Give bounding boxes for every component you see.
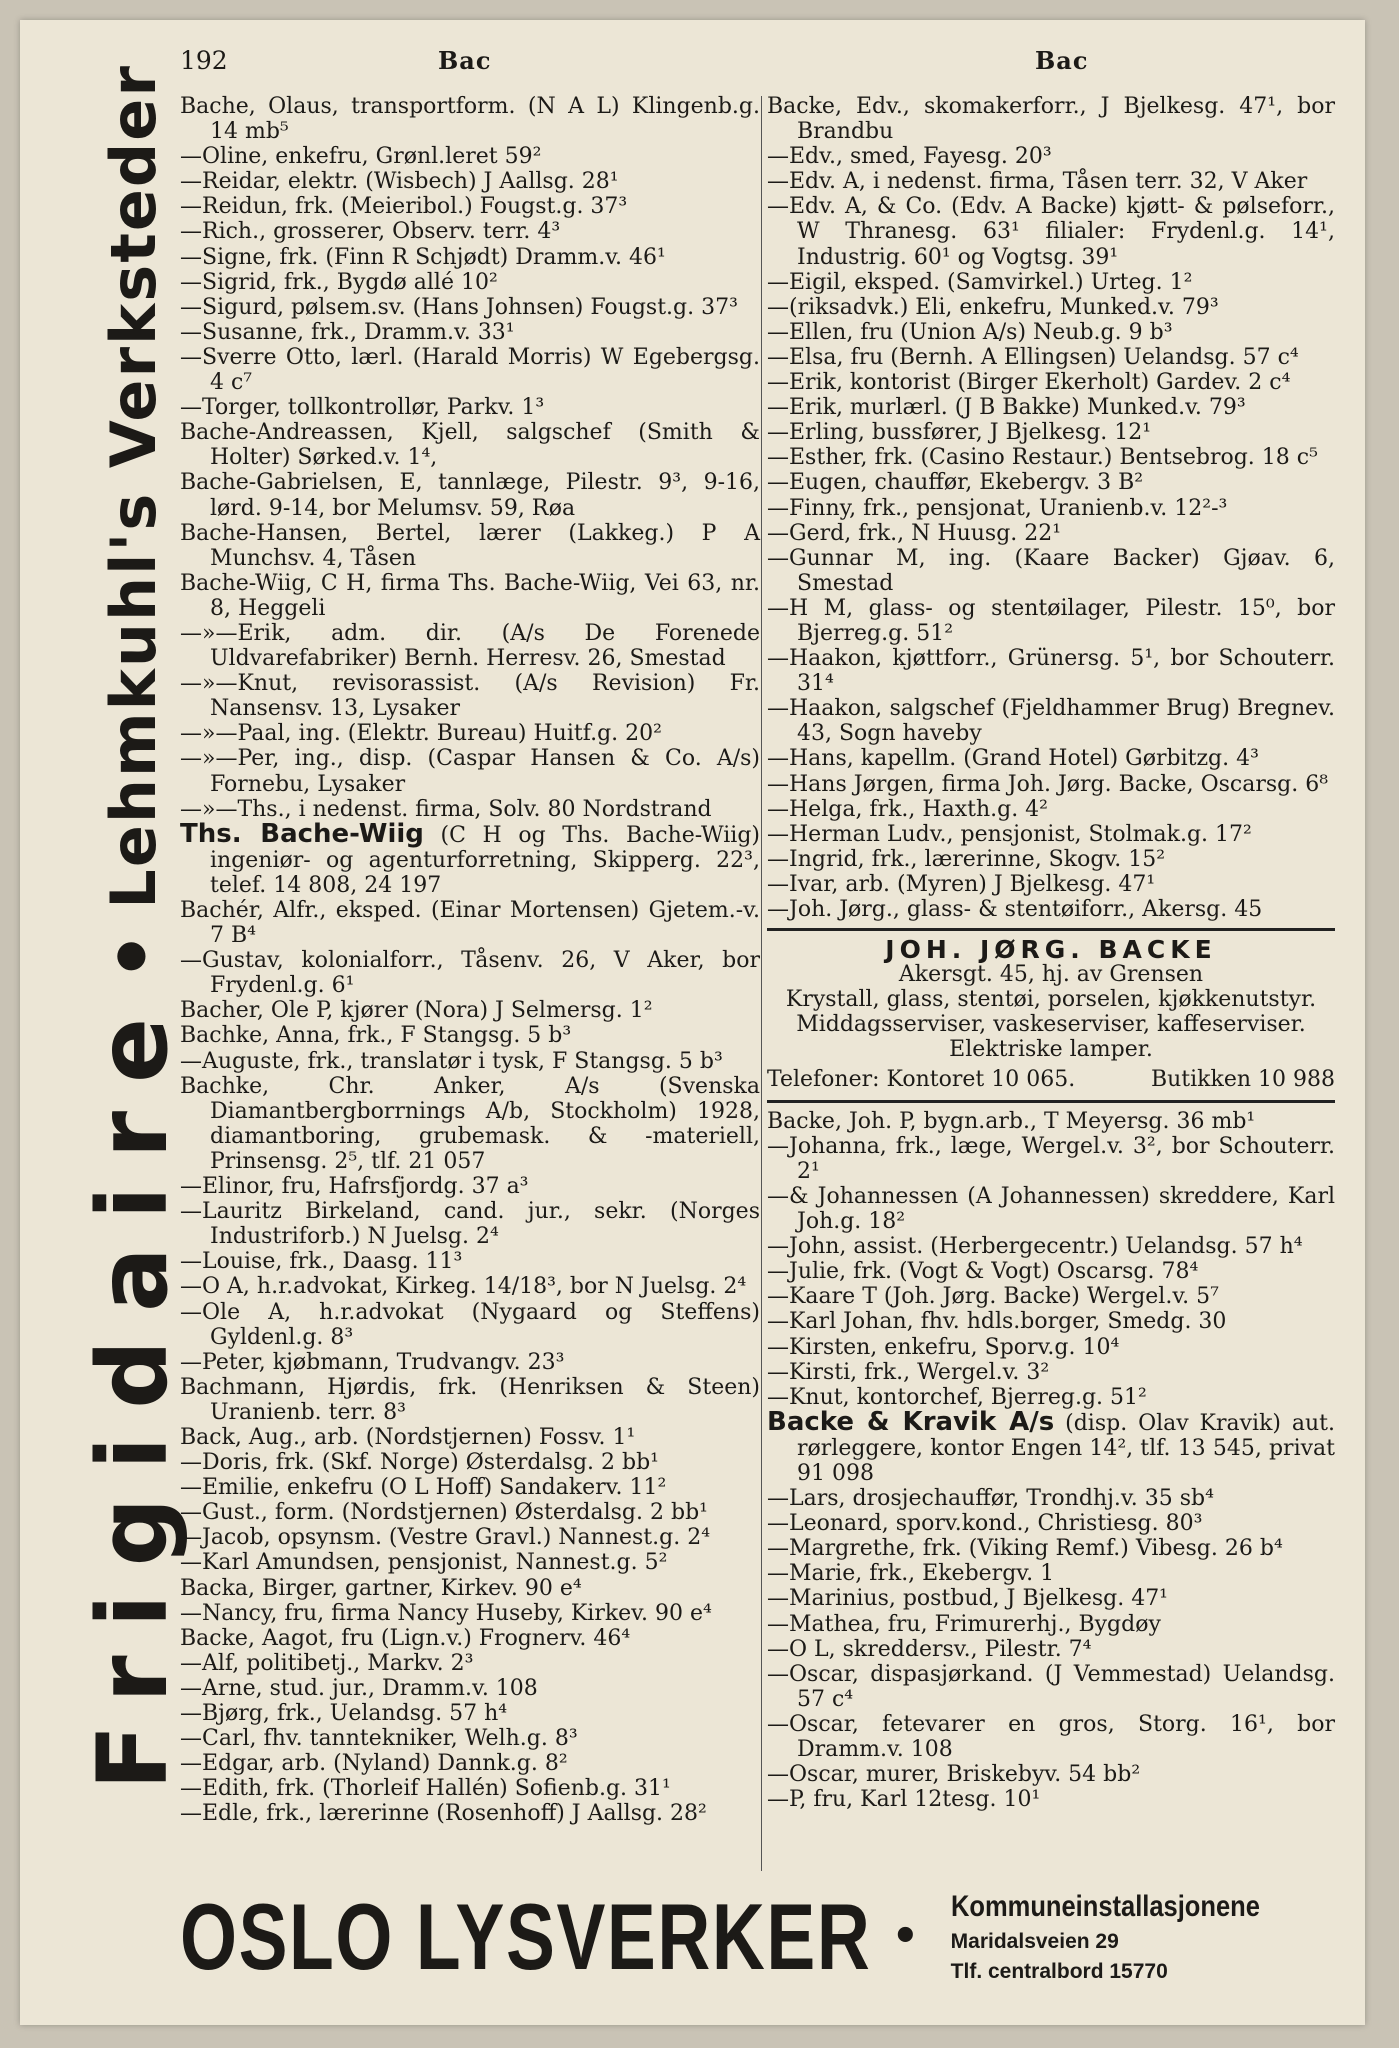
entry-text: —Esther, frk. (Casino Restaur.) Bentsebrog. 18 c⁵ [767, 445, 1318, 471]
directory-entry [767, 847, 1335, 872]
directory-entry [767, 1309, 1335, 1334]
directory-entry [180, 1776, 760, 1801]
entry-text: —Signe, frk. (Finn R Schjødt) Dramm.v. 46¹ [180, 244, 666, 270]
directory-entry [180, 144, 760, 169]
directory-entry [767, 1612, 1335, 1637]
entry-text: —Oscar, murer, Briskebyv. 54 bb² [767, 1762, 1141, 1788]
directory-entry [767, 1561, 1335, 1586]
directory-entry [180, 345, 760, 395]
directory-entry [767, 546, 1335, 596]
box-ad-phones [767, 1067, 1335, 1092]
page-number: 192 [180, 46, 228, 75]
entry-text: —Edv. A, i nedenst. firma, Tåsen terr. 32, V Aker [767, 169, 1308, 195]
entry-text: —Gunnar M, ing. (Kaare Backer) Gjøav. 6, Smestad [767, 545, 1335, 596]
directory-entry [767, 320, 1335, 345]
directory-entry [767, 646, 1335, 696]
directory-entry [767, 696, 1335, 746]
entry-text: —Edgar, arb. (Nyland) Dannk.g. 8² [180, 1751, 568, 1777]
right-column-top-entries [767, 94, 1335, 922]
directory-entry [180, 1751, 760, 1776]
directory-entry [180, 320, 760, 345]
entry-text: —Jacob, opsynsm. (Vestre Gravl.) Nannest.g. 2⁴ [180, 1525, 711, 1551]
entry-text: —Louise, frk., Daasg. 11³ [180, 1249, 463, 1275]
directory-entry [767, 897, 1335, 922]
entry-text: —Elinor, fru, Hafrsfjordg. 37 a³ [180, 1174, 529, 1200]
entry-text: —H M, glass- og stentøilager, Pilestr. 15⁰, bor Bjerreg.g. 51² [767, 595, 1335, 646]
entry-text: —Emilie, enkefru (O L Hoff) Sandakerv. 11² [180, 1475, 667, 1501]
directory-entry [767, 169, 1335, 194]
entry-text: —Knut, kontorchef, Bjerreg.g. 51² [767, 1384, 1147, 1410]
directory-entry [767, 1511, 1335, 1536]
directory-entry [180, 1651, 760, 1676]
entry-text: —Oscar, fetevarer en gros, Storg. 16¹, bor Dramm.v. 108 [767, 1711, 1335, 1762]
entry-text: —Auguste, frk., translatør i tysk, F Stangsg. 5 b³ [180, 1048, 723, 1074]
bottom-advertisement [180, 1878, 1340, 1996]
entry-text: Backa, Birger, gartner, Kirkev. 90 e⁴ [180, 1575, 582, 1601]
side-ad-brand: Frigidaire [77, 989, 189, 1790]
directory-entry [767, 420, 1335, 445]
entry-text: Bache-Hansen, Bertel, lærer (Lakkeg.) P A Munchsv. 4, Tåsen [180, 520, 760, 571]
entry-text: —Carl, fhv. tanntekniker, Welh.g. 8³ [180, 1726, 578, 1752]
entry-text: —Mathea, fru, Frimurerhj., Bygdøy [767, 1611, 1161, 1637]
box-ad-phone-shop: Butikken 10 988 [1150, 1066, 1335, 1092]
bottom-ad-details [951, 1890, 1314, 1984]
directory-entry [180, 998, 760, 1023]
business-box-ad [767, 928, 1335, 1103]
entry-text: —Karl Johan, fhv. hdls.borger, Smedg. 30 [767, 1309, 1227, 1335]
directory-entry [180, 295, 760, 320]
entry-text: —Kirsten, enkefru, Sporv.g. 10⁴ [767, 1334, 1120, 1360]
bottom-ad-name: OSLO LYSVERKER [180, 1884, 872, 1989]
entry-text: —Hans, kapellm. (Grand Hotel) Gørbitzg. 4³ [767, 746, 1259, 772]
entry-text: —O A, h.r.advokat, Kirkeg. 14/18³, bor N Juelsg. 2⁴ [180, 1274, 747, 1300]
entry-text: Bache, Olaus, transportform. (N A L) Klingenb.g. 14 mb⁵ [180, 94, 760, 145]
directory-entry [767, 1586, 1335, 1611]
directory-entry [180, 245, 760, 270]
entry-text: —Leonard, sporv.kond., Christiesg. 80³ [767, 1511, 1203, 1537]
directory-entry [180, 395, 760, 420]
box-ad-line: Middagsserviser, vaskeserviser, kaffeserviser. [796, 1012, 1306, 1038]
box-ad-address: Akersgt. 45, hj. av Grensen [898, 962, 1204, 988]
box-ad-line: Krystall, glass, stentøi, porselen, kjøkkenutstyr. [785, 987, 1317, 1013]
directory-entry [180, 746, 760, 796]
directory-entry [180, 420, 760, 470]
directory-entry [180, 818, 760, 898]
entry-text: —»—Per, ing., disp. (Caspar Hansen & Co. A/s) Fornebu, Lysaker [180, 746, 760, 797]
directory-entry [767, 1335, 1335, 1360]
entry-text: —Gust., form. (Nordstjernen) Østerdalsg. 2 bb¹ [180, 1500, 708, 1526]
directory-entry [767, 1637, 1335, 1662]
directory-entry [767, 194, 1335, 269]
entry-text: —Alf, politibetj., Markv. 2³ [180, 1650, 474, 1676]
directory-entry [767, 144, 1335, 169]
directory-entry [180, 1375, 760, 1425]
directory-entry [767, 1109, 1335, 1134]
entry-text: Bachmann, Hjørdis, frk. (Henriksen & Steen) Uranienb. terr. 8³ [180, 1374, 760, 1425]
directory-entry [767, 797, 1335, 822]
directory-entry [180, 948, 760, 998]
running-head-left: Bac [438, 46, 492, 75]
directory-entry [180, 1576, 760, 1601]
directory-entry [180, 1074, 760, 1174]
entry-text: —Lars, drosjechauffør, Trondhj.v. 35 sb⁴ [767, 1486, 1214, 1512]
directory-entry [180, 1801, 760, 1826]
entry-text: —Joh. Jørg., glass- & stentøiforr., Akersg. 45 [767, 897, 1263, 922]
bottom-ad-separator: • [890, 1907, 921, 1967]
entry-text: —Ole A, h.r.advokat (Nygaard og Steffens) Gyldenl.g. 8³ [180, 1299, 760, 1350]
directory-entry [180, 1350, 760, 1375]
entry-text: —John, assist. (Herbergecentr.) Uelandsg. 57 h⁴ [767, 1234, 1303, 1260]
entry-text: Bache-Gabrielsen, E, tannlæge, Pilestr. 9³, 9-16, lørd. 9-14, bor Melumsv. 59, Røa [180, 470, 760, 521]
entry-text: —Gerd, frk., N Huusg. 22¹ [767, 520, 1062, 546]
entry-text: —Susanne, frk., Dramm.v. 33¹ [180, 319, 515, 345]
entry-text: Bache-Wiig, C H, firma Ths. Bache-Wiig, Vei 63, nr. 8, Heggeli [180, 570, 760, 621]
column-divider [761, 96, 762, 1871]
entry-text: —Sigrid, frk., Bygdø allé 10² [180, 269, 498, 295]
directory-entry [180, 898, 760, 948]
entry-text: —(riksadvk.) Eli, enkefru, Munked.v. 79³ [767, 294, 1219, 320]
side-ad-separator: • [86, 930, 180, 982]
directory-entry [180, 219, 760, 244]
entry-text: —Sigurd, pølsem.sv. (Hans Johnsen) Fougst.g. 37³ [180, 294, 738, 320]
entry-text: —Edle, frk., lærerinne (Rosenhoff) J Aallsg. 28² [180, 1801, 707, 1827]
box-ad-phone-office: Telefoner: Kontoret 10 065. [767, 1066, 1076, 1092]
directory-entry [180, 1174, 760, 1199]
directory-entry [180, 571, 760, 621]
entry-text: —Arne, stud. jur., Dramm.v. 108 [180, 1675, 538, 1701]
entry-text: —Reidar, elektr. (Wisbech) J Aallsg. 28¹ [180, 169, 619, 195]
entry-text: —Peter, kjøbmann, Trudvangv. 23³ [180, 1349, 565, 1375]
directory-entry [180, 1500, 760, 1525]
entry-text: —Johanna, frk., læge, Wergel.v. 3², bor Schouterr. 2¹ [767, 1133, 1335, 1184]
entry-text: —Marie, frk., Ekebergv. 1 [767, 1561, 1055, 1587]
directory-entry [767, 470, 1335, 495]
directory-entry [767, 345, 1335, 370]
directory-entry [767, 1406, 1336, 1486]
directory-entry [767, 1259, 1335, 1284]
directory-entry [180, 194, 760, 219]
directory-entry [767, 94, 1335, 144]
entry-text: —»—Ths., i nedenst. firma, Solv. 80 Nordstrand [180, 796, 712, 822]
entry-text: —Helga, frk., Haxth.g. 4² [767, 796, 1048, 822]
entry-text: —Edv. A, & Co. (Edv. A Backe) kjøtt- & pølseforr., W Thranesg. 63¹ filialer: Frydenl.g. 14¹, Industrig. 60¹ og Vogtsg. 39¹ [767, 194, 1335, 270]
directory-entry [180, 621, 760, 671]
directory-entry [180, 270, 760, 295]
entry-text: —Ellen, fru (Union A/s) Neub.g. 9 b³ [767, 319, 1173, 345]
entry-text: —Reidun, frk. (Meieribol.) Fougst.g. 37³ [180, 194, 628, 220]
entry-text: —Kaare T (Joh. Jørg. Backe) Wergel.v. 5⁷ [767, 1284, 1219, 1310]
directory-entry [767, 1662, 1335, 1712]
entry-text: —Eugen, chauffør, Ekebergv. 3 B² [767, 470, 1144, 496]
directory-entry [180, 1049, 760, 1074]
directory-entry [180, 169, 760, 194]
directory-entry [180, 721, 760, 746]
entry-text: Bachér, Alfr., eksped. (Einar Mortensen) Gjetem.-v. 7 B⁴ [180, 898, 760, 949]
directory-entry [767, 270, 1335, 295]
directory-entry [767, 496, 1335, 521]
entry-text: Bachke, Anna, frk., F Stangsg. 5 b³ [180, 1023, 572, 1049]
entry-text: —P, fru, Karl 12tesg. 10¹ [767, 1787, 1041, 1813]
directory-entry [180, 1023, 760, 1048]
directory-entry [180, 1249, 760, 1274]
entry-text: —»—Paal, ing. (Elektr. Bureau) Huitf.g. 20² [180, 721, 662, 747]
directory-entry [180, 1550, 760, 1575]
directory-entry [767, 746, 1335, 771]
directory-entry [180, 1676, 760, 1701]
entry-text: Bache-Andreassen, Kjell, salgschef (Smith & Holter) Sørked.v. 1⁴, [180, 420, 760, 471]
directory-entry [767, 295, 1335, 320]
entry-text: —Julie, frk. (Vogt & Vogt) Oscarsg. 78⁴ [767, 1259, 1199, 1285]
bottom-ad-phone: Tlf. centralbord 15770 [950, 1960, 1168, 1983]
bottom-ad-address: Maridalsveien 29 [950, 1930, 1119, 1953]
box-ad-line: Elektriske lamper. [949, 1037, 1153, 1063]
entry-text: —Erik, kontorist (Birger Ekerholt) Gardev. 2 c⁴ [767, 370, 1291, 396]
entry-text: —Finny, frk., pensjonat, Uranienb.v. 12²-³ [767, 495, 1228, 521]
entry-text: Backe, Joh. P, bygn.arb., T Meyersg. 36 mb¹ [767, 1108, 1256, 1134]
directory-entry [767, 1134, 1335, 1184]
entry-text: —Marinius, postbud, J Bjelkesg. 47¹ [767, 1586, 1169, 1612]
entry-text: —Gustav, kolonialforr., Tåsenv. 26, V Aker, bor Frydenl.g. 6¹ [180, 948, 760, 999]
entry-text: (disp. Olav Kravik) aut. rørleggere, kontor Engen 14², tlf. 13 545, privat 91 098 [797, 1410, 1336, 1486]
entry-firm-name: Backe & Kravik A/s [767, 1406, 1055, 1437]
entry-text: Bachke, Chr. Anker, A/s (Svenska Diamantbergborrnings A/b, Stockholm) 1928, diamantboring, grubemask. & -materiell, Prinsensg. 2⁵, tlf. 21 057 [180, 1073, 760, 1174]
directory-entry [180, 1274, 760, 1299]
directory-entry [180, 1199, 760, 1249]
directory-entry [180, 1425, 760, 1450]
entry-text: —Edith, frk. (Thorleif Hallén) Sofienb.g. 31¹ [180, 1776, 671, 1802]
entry-text: —»—Knut, revisorassist. (A/s Revision) Fr. Nansensv. 13, Lysaker [180, 671, 760, 722]
entry-text: (C H og Ths. Bache-Wiig) ingeniør- og agenturforretning, Skipperg. 22³, telef. 14 808, 24 197 [210, 822, 760, 898]
entry-text: —Oline, enkefru, Grønl.leret 59² [180, 144, 542, 170]
entry-text: —Margrethe, frk. (Viking Remf.) Vibesg. 26 b⁴ [767, 1536, 1283, 1562]
entry-text: —Lauritz Birkeland, cand. jur., sekr. (Norges Industriforb.) N Juelsg. 2⁴ [180, 1199, 760, 1250]
directory-entry [767, 521, 1335, 546]
directory-entry [180, 1601, 760, 1626]
directory-entry [767, 872, 1335, 897]
entry-text: Back, Aug., arb. (Nordstjernen) Fossv. 1¹ [180, 1424, 636, 1450]
directory-entry [180, 1475, 760, 1500]
directory-entry [767, 370, 1335, 395]
directory-entry [767, 395, 1335, 420]
entry-text: —Erik, murlærl. (J B Bakke) Munked.v. 79³ [767, 395, 1246, 421]
directory-entry [767, 1360, 1335, 1385]
directory-entry [767, 1234, 1335, 1259]
directory-entry [180, 1450, 760, 1475]
directory-entry [767, 1284, 1335, 1309]
directory-entry [767, 822, 1335, 847]
entry-text: —Herman Ludv., pensjonist, Stolmak.g. 17² [767, 821, 1252, 847]
entry-text: —Doris, frk. (Skf. Norge) Østerdalsg. 2 bb¹ [180, 1450, 659, 1476]
directory-page [20, 20, 1365, 2025]
entry-text: —Haakon, kjøttforr., Grünersg. 5¹, bor Schouterr. 31⁴ [767, 646, 1335, 697]
entry-text: —O L, skreddersv., Pilestr. 7⁴ [767, 1636, 1092, 1662]
directory-entry [767, 1787, 1335, 1812]
entry-text: —»—Erik, adm. dir. (A/s De Forenede Uldvarefabriker) Bernh. Herresv. 26, Smestad [180, 620, 760, 672]
directory-entry [180, 1300, 760, 1350]
entry-text: —Karl Amundsen, pensjonist, Nannest.g. 5² [180, 1550, 668, 1576]
entry-text: Backe, Aagot, fru (Lign.v.) Frognerv. 46⁴ [180, 1625, 631, 1651]
entry-text: —Bjørg, frk., Uelandsg. 57 h⁴ [180, 1701, 508, 1726]
entry-text: —& Johannessen (A Johannessen) skreddere, Karl Joh.g. 18² [767, 1183, 1335, 1235]
directory-entry [767, 1486, 1335, 1511]
entry-text: —Elsa, fru (Bernh. A Ellingsen) Uelandsg. 57 c⁴ [767, 344, 1299, 370]
right-column [767, 94, 1335, 1812]
entry-text: —Erling, bussfører, J Bjelkesg. 12¹ [767, 420, 1152, 446]
directory-entry [180, 470, 760, 520]
directory-entry [180, 1525, 760, 1550]
directory-entry [180, 671, 760, 721]
directory-entry [180, 1701, 760, 1726]
directory-entry [180, 1726, 760, 1751]
entry-text: —Rich., grosserer, Observ. terr. 4³ [180, 219, 561, 245]
running-head-right: Bac [1035, 46, 1089, 75]
entry-text: —Ivar, arb. (Myren) J Bjelkesg. 47¹ [767, 871, 1156, 897]
entry-text: —Eigil, eksped. (Samvirkel.) Urteg. 1² [767, 269, 1193, 295]
entry-text: —Ingrid, frk., lærerinne, Skogv. 15² [767, 846, 1166, 872]
left-column [180, 94, 760, 1826]
directory-entry [180, 94, 760, 144]
directory-entry [767, 1184, 1335, 1234]
directory-entry [767, 1712, 1335, 1762]
bottom-ad-department: Kommuneinstallasjonene [950, 1890, 1260, 1923]
entry-text: —Edv., smed, Fayesg. 20³ [767, 144, 1052, 170]
entry-text: —Haakon, salgschef (Fjeldhammer Brug) Bregnev. 43, Sogn haveby [767, 696, 1335, 747]
entry-firm-name: Ths. Bache-Wiig [180, 818, 424, 849]
directory-entry [767, 596, 1335, 646]
box-ad-title: JOH. JØRG. BACKE [885, 935, 1217, 965]
entry-text: —Torger, tollkontrollør, Parkv. 1³ [180, 395, 545, 421]
entry-text: Bacher, Ole P, kjører (Nora) J Selmersg. 1² [180, 998, 653, 1024]
directory-entry [180, 521, 760, 571]
entry-text: —Oscar, dispasjørkand. (J Vemmestad) Uelandsg. 57 c⁴ [767, 1661, 1335, 1712]
entry-text: —Hans Jørgen, firma Joh. Jørg. Backe, Oscarsg. 6⁸ [767, 771, 1329, 797]
entry-text: —Kirsti, frk., Wergel.v. 3² [767, 1359, 1050, 1385]
entry-text: —Nancy, fru, firma Nancy Huseby, Kirkev. 90 e⁴ [180, 1600, 712, 1626]
directory-entry [767, 1762, 1335, 1787]
right-column-bottom-entries [767, 1109, 1335, 1813]
directory-entry [767, 1536, 1335, 1561]
entry-text: Backe, Edv., skomakerforr., J Bjelkesg. 47¹, bor Brandbu [767, 94, 1335, 145]
directory-entry [180, 1626, 760, 1651]
side-ad-name: Lehmkuhl's Verksteder [96, 64, 170, 909]
entry-text: —Sverre Otto, lærl. (Harald Morris) W Egebergsg. 4 c⁷ [180, 344, 760, 396]
directory-entry [767, 445, 1335, 470]
directory-entry [767, 772, 1335, 797]
